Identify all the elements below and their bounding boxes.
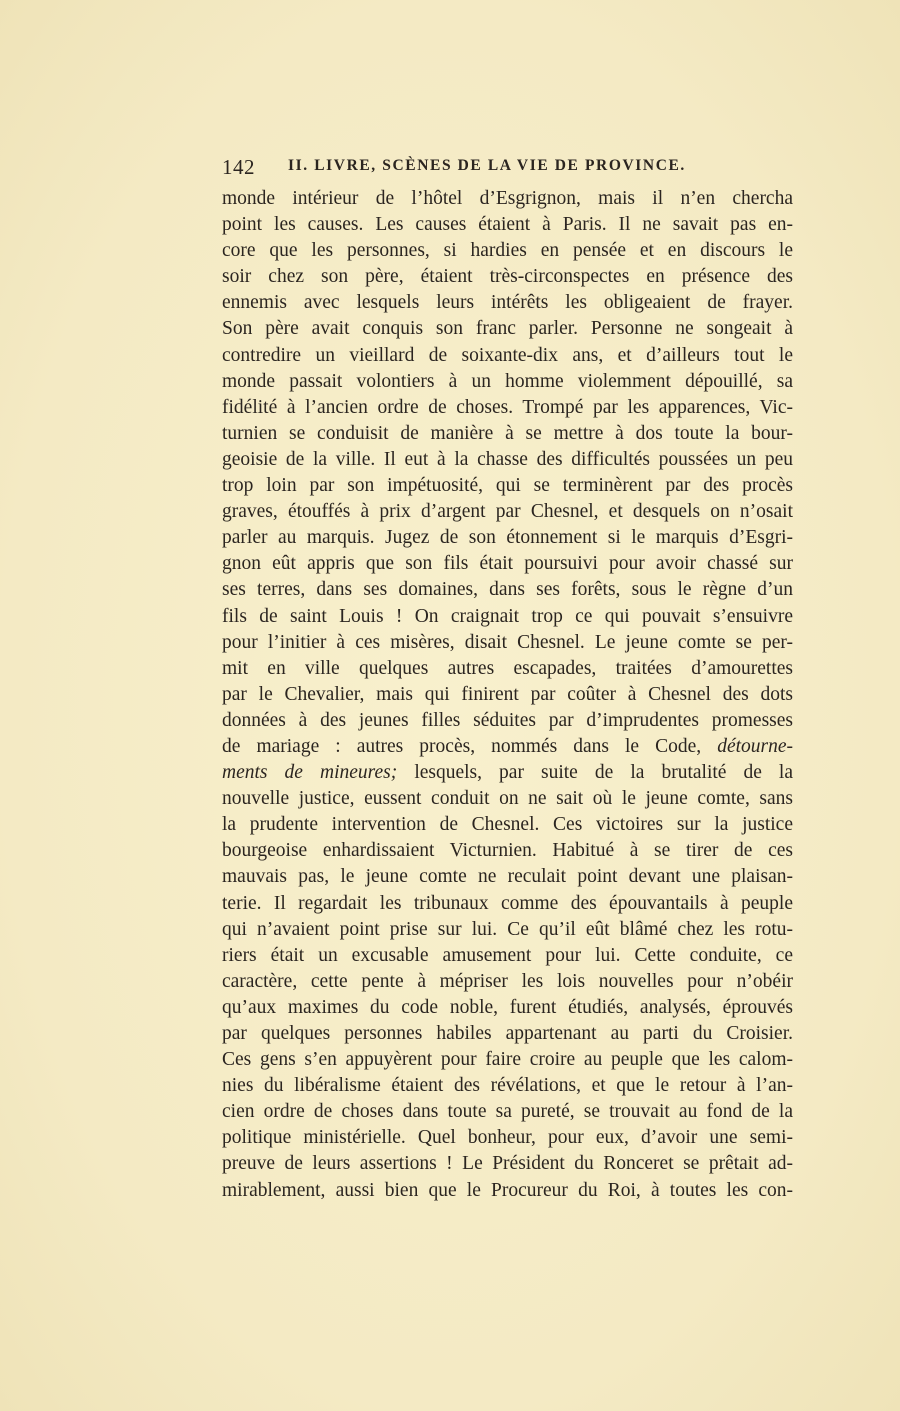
text-line: [222, 1021, 793, 1047]
text-segment: bourgeoise enhardissaient Victurnien. Habitué à se tirer de ces: [222, 840, 793, 862]
text-segment: ennemis avec lesquels leurs intérêts les obligeaient de frayer.: [222, 292, 793, 314]
text-line: [222, 995, 793, 1021]
text-segment: Ces gens s’en appuyèrent pour faire croire au peuple que les calom-: [222, 1049, 793, 1071]
text-segment: trop loin par son impétuosité, qui se terminèrent par des procès: [222, 475, 793, 497]
text-line: [222, 812, 793, 838]
text-line: [222, 369, 793, 395]
text-segment: fidélité à l’ancien ordre de choses. Trompé par les apparences, Vic-: [222, 396, 793, 418]
text-line: [222, 290, 793, 316]
text-segment: nouvelle justice, eussent conduit on ne sait où le jeune comte, sans: [222, 788, 793, 810]
text-segment: pour l’initier à ces misères, disait Chesnel. Le jeune comte se per-: [222, 631, 793, 653]
text-segment: mit en ville quelques autres escapades, traitées d’amourettes: [222, 657, 793, 679]
text-segment: politique ministérielle. Quel bonheur, pour eux, d’avoir une semi-: [222, 1127, 793, 1149]
text-line: [222, 264, 793, 290]
text-segment: riers était un excusable amusement pour lui. Cette conduite, ce: [222, 944, 793, 966]
text-line: [222, 551, 793, 577]
text-segment: la prudente intervention de Chesnel. Ces victoires sur la justice: [222, 814, 793, 836]
text-segment: graves, étouffés à prix d’argent par Chesnel, et desquels on n’osait: [222, 501, 793, 523]
text-segment: geoisie de la ville. Il eut à la chasse des difficultés poussées un peu: [222, 448, 793, 470]
page-header: [222, 155, 793, 181]
text-line: [222, 499, 793, 525]
text-segment: fils de saint Louis ! On craignait trop ce qui pouvait s’ensuivre: [222, 605, 793, 627]
text-line: [222, 786, 793, 812]
text-line: [222, 343, 793, 369]
text-line: [222, 708, 793, 734]
text-line: [222, 525, 793, 551]
text-segment: parler au marquis. Jugez de son étonnement si le marquis d’Esgri-: [222, 527, 793, 549]
text-line: [222, 395, 793, 421]
page-number: 142: [222, 155, 255, 179]
text-segment: contredire un vieillard de soixante-dix ans, et d’ailleurs tout le: [222, 344, 793, 366]
text-segment: par le Chevalier, mais qui finirent par coûter à Chesnel des dots: [222, 683, 793, 705]
text-line: [222, 917, 793, 943]
text-segment: qui n’avaient point prise sur lui. Ce qu’il eût blâmé chez les rotu-: [222, 918, 793, 940]
text-line: [222, 212, 793, 238]
text-segment: gnon eût appris que son fils était poursuivi pour avoir chassé sur: [222, 553, 793, 575]
text-line: [222, 630, 793, 656]
body-text: [222, 186, 793, 1204]
text-segment: nies du libéralisme étaient des révélations, et que le retour à l’an-: [222, 1075, 793, 1097]
text-segment: monde intérieur de l’hôtel d’Esgrignon, mais il n’en chercha: [222, 188, 793, 209]
text-segment: cien ordre de choses dans toute sa pureté, se trouvait au fond de la: [222, 1101, 793, 1123]
text-line: [222, 1047, 793, 1073]
text-line: [222, 421, 793, 447]
text-line: [222, 760, 793, 786]
text-line: [222, 473, 793, 499]
text-segment: caractère, cette pente à mépriser les lois nouvelles pour n’obéir: [222, 970, 793, 992]
text-line: [222, 891, 793, 917]
text-segment: de mariage : autres procès, nommés dans le Code,: [222, 735, 718, 757]
text-line: [222, 943, 793, 969]
text-segment: par quelques personnes habiles appartenant au parti du Croisier.: [222, 1023, 793, 1044]
text-line: [222, 969, 793, 995]
text-line: [222, 1151, 793, 1177]
text-line: [222, 186, 793, 212]
italic-text: détourne-: [717, 735, 793, 757]
text-line: [222, 1125, 793, 1151]
text-line: [222, 604, 793, 630]
text-line: [222, 1178, 793, 1204]
text-segment: soir chez son père, étaient très-circonspectes en présence des: [222, 266, 793, 288]
text-segment: données à des jeunes filles séduites par d’imprudentes promesses: [222, 709, 793, 731]
text-segment: preuve de leurs assertions ! Le Président du Ronceret se prêtait ad-: [222, 1153, 793, 1175]
text-segment: point les causes. Les causes étaient à Paris. Il ne savait pas en-: [222, 214, 793, 236]
text-line: [222, 682, 793, 708]
text-segment: mauvais pas, le jeune comte ne reculait point devant une plaisan-: [222, 866, 793, 888]
text-line: [222, 734, 793, 760]
text-line: [222, 838, 793, 864]
text-segment: monde passait volontiers à un homme violemment dépouillé, sa: [222, 370, 793, 392]
text-line: [222, 316, 793, 342]
text-segment: terie. Il regardait les tribunaux comme des épouvantails à peuple: [222, 892, 793, 914]
text-segment: qu’aux maximes du code noble, furent étudiés, analysés, éprouvés: [222, 996, 793, 1018]
italic-text: ments de mineures;: [222, 762, 398, 784]
text-segment: turnien se conduisit de manière à se mettre à dos toute la bour-: [222, 422, 793, 444]
text-line: [222, 864, 793, 890]
text-segment: Son père avait conquis son franc parler. Personne ne songeait à: [222, 318, 793, 340]
text-line: [222, 656, 793, 682]
text-line: [222, 447, 793, 473]
text-segment: lesquels, par suite de la brutalité de la: [397, 762, 794, 784]
text-segment: ses terres, dans ses domaines, dans ses forêts, sous le règne d’un: [222, 579, 793, 601]
text-segment: core que les personnes, si hardies en pensée et en discours le: [222, 240, 793, 262]
text-line: [222, 1099, 793, 1125]
running-title: II. LIVRE, SCÈNES DE LA VIE DE PROVINCE.: [288, 157, 686, 174]
text-segment: mirablement, aussi bien que le Procureur du Roi, à toutes les con-: [222, 1179, 793, 1201]
text-line: [222, 577, 793, 603]
text-line: [222, 1073, 793, 1099]
text-line: [222, 238, 793, 264]
